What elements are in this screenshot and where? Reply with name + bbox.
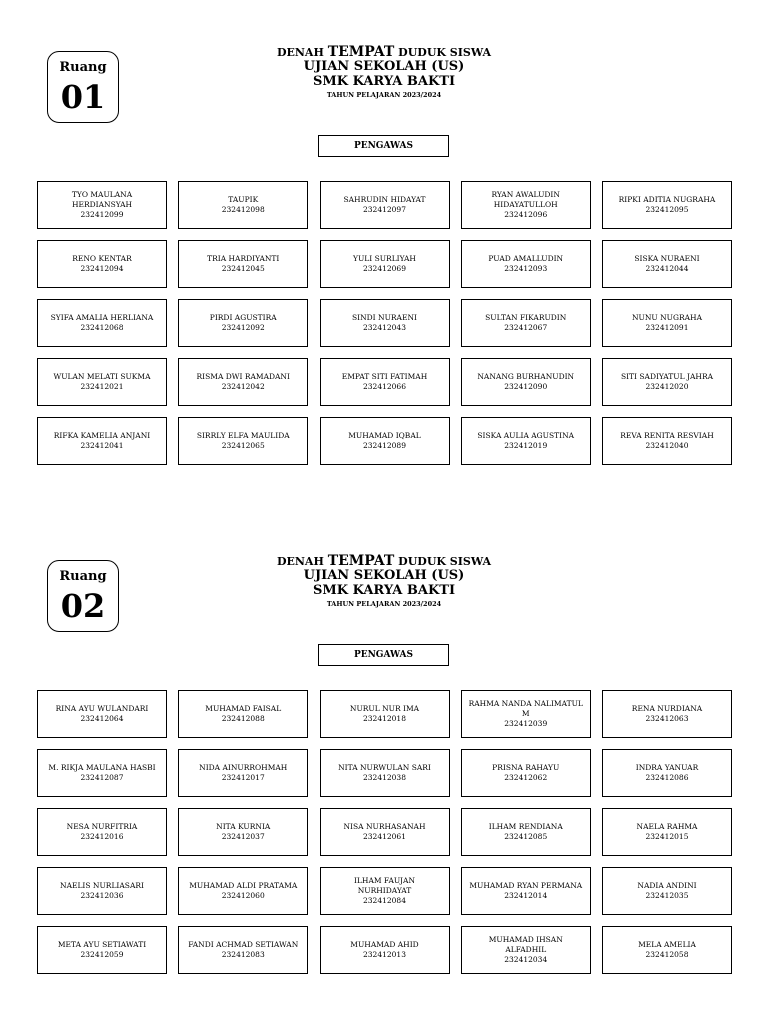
seat-card <box>178 181 308 229</box>
supervisor-desk <box>318 644 449 666</box>
student-name: SYIFA AMALIA HERLIANA <box>50 312 154 322</box>
student-name: MUHAMAD ALDI PRATAMA <box>189 880 298 890</box>
exam-name: UJIAN SEKOLAH (US) <box>303 568 465 584</box>
student-name: SINDI NURAENI <box>352 312 417 322</box>
student-name: MUHAMAD AHID <box>350 939 419 949</box>
student-id: 232412014 <box>504 891 548 900</box>
student-id: 232412084 <box>363 896 406 906</box>
student-id: 232412063 <box>645 714 689 723</box>
student-id: 232412083 <box>221 950 265 959</box>
supervisor-label: PENGAWAS <box>353 141 414 151</box>
student-id: 232412064 <box>80 714 124 723</box>
seat-card <box>320 240 450 288</box>
seat-card <box>320 867 450 915</box>
seat-card <box>37 358 167 406</box>
seat-card <box>461 417 591 465</box>
supervisor-label: PENGAWAS <box>353 650 414 660</box>
room-label: Ruang <box>59 60 107 75</box>
school-name: SMK KARYA BAKTI <box>312 74 456 90</box>
seat-card <box>320 808 450 856</box>
student-name: NADIA ANDINI <box>637 880 697 890</box>
seating-header <box>234 553 534 608</box>
seat-card <box>602 358 732 406</box>
seat-card <box>320 181 450 229</box>
student-name: PRISNA RAHAYU <box>492 762 560 772</box>
seat-card <box>178 240 308 288</box>
seat-grid <box>37 181 732 465</box>
seat-card <box>320 926 450 974</box>
student-name: RENA NURDIANA <box>631 703 703 713</box>
seat-card <box>37 749 167 797</box>
seat-card <box>602 749 732 797</box>
student-name: RINA AYU WULANDARI <box>55 703 149 713</box>
seat-card <box>461 690 591 738</box>
student-name: RIPKI ADITIA NUGRAHA <box>618 194 716 204</box>
title-emphasis: TEMPAT <box>327 553 395 569</box>
seat-card <box>461 181 591 229</box>
student-id: 232412093 <box>504 264 548 273</box>
student-id: 232412066 <box>363 382 406 391</box>
student-name: NANANG BURHANUDIN <box>477 371 575 381</box>
seat-card <box>37 690 167 738</box>
seat-card <box>178 926 308 974</box>
student-id: 232412095 <box>645 205 689 214</box>
seat-card <box>461 299 591 347</box>
student-id: 232412040 <box>645 441 689 450</box>
seat-card <box>37 926 167 974</box>
student-name: SIRRLY ELFA MAULIDA <box>196 430 290 440</box>
student-name: SISKA NURAENI <box>634 253 700 263</box>
student-id: 232412044 <box>645 264 689 273</box>
student-id: 232412042 <box>221 382 265 391</box>
room-number: 01 <box>60 78 106 116</box>
seat-card <box>178 808 308 856</box>
seat-card <box>178 749 308 797</box>
school-name: SMK KARYA BAKTI <box>312 583 456 599</box>
student-name: PUAD AMALLUDIN <box>488 253 564 263</box>
student-name: NURUL NUR IMA <box>349 703 420 713</box>
seat-card <box>461 926 591 974</box>
seat-card <box>178 690 308 738</box>
seat-card <box>461 240 591 288</box>
student-name: M. RIKJA MAULANA HASBI <box>48 762 156 772</box>
seat-card <box>602 808 732 856</box>
student-id: 232412067 <box>504 323 548 332</box>
title-prefix: DENAH <box>276 46 324 59</box>
student-id: 232412096 <box>504 210 548 220</box>
seat-card <box>461 808 591 856</box>
room-section <box>0 509 768 1009</box>
student-name: SITI SADIYATUL JAHRA <box>620 371 714 381</box>
page-title <box>234 553 534 569</box>
student-id: 232412035 <box>645 891 689 900</box>
student-id: 232412059 <box>80 950 124 959</box>
student-id: 232412098 <box>221 205 265 214</box>
seat-card <box>37 299 167 347</box>
student-name: MUHAMAD FAISAL <box>205 703 282 713</box>
student-id: 232412036 <box>80 891 124 900</box>
student-name: TYO MAULANA HERDIANSYAH <box>71 189 133 209</box>
student-name: NAELA RAHMA <box>636 821 698 831</box>
student-id: 232412090 <box>504 382 548 391</box>
student-name: YULI SURLIYAH <box>353 253 416 263</box>
seat-card <box>602 299 732 347</box>
student-id: 232412013 <box>363 950 406 959</box>
student-name: NESA NURFITRIA <box>66 821 138 831</box>
student-id: 232412068 <box>80 323 124 332</box>
title-suffix: DUDUK SISWA <box>398 555 492 568</box>
student-name: SISKA AULIA AGUSTINA <box>477 430 575 440</box>
student-id: 232412060 <box>221 891 265 900</box>
student-id: 232412045 <box>221 264 265 273</box>
student-id: 232412085 <box>504 832 548 841</box>
student-id: 232412015 <box>645 832 689 841</box>
student-name: NITA KURNIA <box>216 821 271 831</box>
seating-header <box>234 44 534 99</box>
student-id: 232412020 <box>645 382 689 391</box>
student-name: RIFKA KAMELIA ANJANI <box>53 430 151 440</box>
student-id: 232412088 <box>221 714 265 723</box>
room-label: Ruang <box>59 569 107 584</box>
student-name: RENO KENTAR <box>72 253 132 263</box>
student-name: NITA NURWULAN SARI <box>338 762 431 772</box>
student-id: 232412094 <box>80 264 124 273</box>
seat-card <box>37 417 167 465</box>
student-id: 232412069 <box>363 264 406 273</box>
seat-card <box>320 690 450 738</box>
seat-card <box>602 690 732 738</box>
seat-card <box>37 181 167 229</box>
student-id: 232412018 <box>363 714 406 723</box>
seat-card <box>178 358 308 406</box>
student-name: TRIA HARDIYANTI <box>207 253 280 263</box>
student-name: INDRA YANUAR <box>635 762 699 772</box>
student-id: 232412019 <box>504 441 548 450</box>
student-name: ILHAM FAUJAN NURHIDAYAT <box>353 875 416 895</box>
seat-card <box>320 749 450 797</box>
room-number-box <box>47 51 119 123</box>
student-name: WULAN MELATI SUKMA <box>53 371 151 381</box>
student-id: 232412061 <box>363 832 406 841</box>
student-id: 232412065 <box>221 441 265 450</box>
student-id: 232412016 <box>80 832 124 841</box>
student-id: 232412037 <box>221 832 265 841</box>
supervisor-desk <box>318 135 449 157</box>
room-number-box <box>47 560 119 632</box>
seat-card <box>320 358 450 406</box>
seat-card <box>37 240 167 288</box>
student-name: MUHAMAD RYAN PERMANA <box>469 880 583 890</box>
student-name: NUNU NUGRAHA <box>631 312 703 322</box>
student-name: MELA AMELIA <box>638 939 696 949</box>
title-prefix: DENAH <box>276 555 324 568</box>
seat-card <box>320 299 450 347</box>
seat-card <box>602 417 732 465</box>
student-id: 232412043 <box>363 323 406 332</box>
student-id: 232412062 <box>504 773 548 782</box>
student-id: 232412087 <box>80 773 124 782</box>
student-id: 232412039 <box>504 719 548 729</box>
seat-card <box>320 417 450 465</box>
room-section <box>0 0 768 500</box>
seat-card <box>602 240 732 288</box>
student-name: META AYU SETIAWATI <box>57 939 147 949</box>
student-name: MUHAMAD IQBAL <box>348 430 421 440</box>
student-name: NAELIS NURLIASARI <box>60 880 144 890</box>
student-id: 232412034 <box>504 955 548 965</box>
student-name: RYAN AWALUDIN HIDAYATULLOH <box>491 189 560 209</box>
student-name: ILHAM RENDIANA <box>488 821 563 831</box>
student-id: 232412017 <box>221 773 265 782</box>
academic-year: TAHUN PELAJARAN 2023/2024 <box>326 90 442 99</box>
seat-card <box>602 926 732 974</box>
seat-card <box>178 867 308 915</box>
student-id: 232412092 <box>221 323 265 332</box>
student-id: 232412041 <box>80 441 124 450</box>
seat-card <box>461 867 591 915</box>
student-id: 232412038 <box>363 773 406 782</box>
page-title <box>234 44 534 60</box>
student-name: PIRDI AGUSTIRA <box>209 312 277 322</box>
student-id: 232412021 <box>80 382 124 391</box>
student-id: 232412089 <box>363 441 406 450</box>
room-number: 02 <box>60 587 106 625</box>
student-name: SULTAN FIKARUDIN <box>485 312 567 322</box>
seat-card <box>37 808 167 856</box>
seat-card <box>461 749 591 797</box>
seat-grid <box>37 690 732 974</box>
title-emphasis: TEMPAT <box>327 44 395 60</box>
seat-card <box>602 867 732 915</box>
student-name: RAHMA NANDA NALIMATUL M <box>468 698 583 718</box>
seat-card <box>602 181 732 229</box>
seat-card <box>178 299 308 347</box>
title-suffix: DUDUK SISWA <box>398 46 492 59</box>
student-name: RISMA DWI RAMADANI <box>196 371 290 381</box>
student-name: TAUPIK <box>228 194 259 204</box>
student-name: NIDA AINURROHMAH <box>199 762 288 772</box>
student-name: NISA NURHASANAH <box>343 821 426 831</box>
student-id: 232412097 <box>363 205 406 214</box>
student-name: SAHRUDIN HIDAYAT <box>343 194 426 204</box>
seat-card <box>37 867 167 915</box>
student-name: EMPAT SITI FATIMAH <box>341 371 428 381</box>
student-id: 232412099 <box>80 210 124 220</box>
exam-name: UJIAN SEKOLAH (US) <box>303 59 465 75</box>
seat-card <box>178 417 308 465</box>
student-name: MUHAMAD IHSAN ALFADHIL <box>488 934 563 954</box>
student-id: 232412091 <box>645 323 689 332</box>
academic-year: TAHUN PELAJARAN 2023/2024 <box>326 599 442 608</box>
student-id: 232412058 <box>645 950 689 959</box>
student-id: 232412086 <box>645 773 689 782</box>
student-name: REVA RENITA RESVIAH <box>620 430 714 440</box>
seat-card <box>461 358 591 406</box>
student-name: FANDI ACHMAD SETIAWAN <box>188 939 299 949</box>
